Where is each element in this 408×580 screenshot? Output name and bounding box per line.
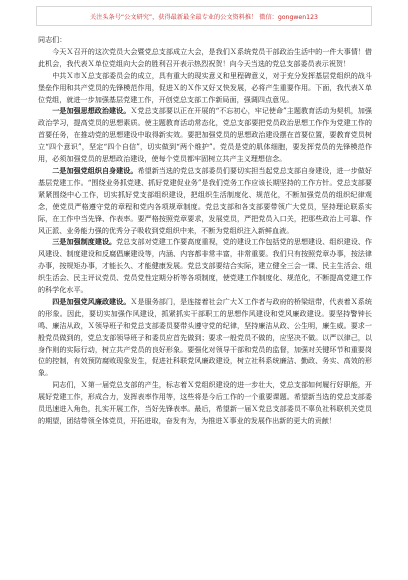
paragraph-closing: 同志们，Ｘ第一届党总支部的产生，标志着Ｘ党组织建设的进一步壮大，党总支部如何履行好职能，开展好党建工作，形成合力，发挥表率作用等，这些将是今后工作的一个重要课题。希望新当选的党总支部委员迅速进入角色，扎实开展工作，当好先锋表率。最后，希望新一届Ｘ党总支部委员不辜负社科联机关党员的期望，团结带领全体党员，开拓进取，奋发有为，为推进Ｘ事业的发展作出新的更大的贡献！ — [38, 380, 372, 425]
paragraph-point-4: 四是加强党风廉政建设。Ｘ是服务部门，是连接着社会广大Ｘ工作者与政府的桥梁纽带，代表着Ｘ系统的形象。因此，要切实加强作风建设，抓紧抓实干部职工的思想作风建设和党风廉政建设。要坚持警钟长鸣、廉洁从政，Ｘ领导班子和党总支部委员要带头遵守党的纪律，坚持廉洁从政、公生明，廉生威。要求一般党员做到的，党总支部领导班子和委员应首先做到；要求一般党员不做的，应坚决不做。以严以律己，以身作则的实际行动，树立共产党员的良好形象。要强化对领导干部和党员的监督，加强对关键环节和重要岗位的控制，有效预防腐败现象发生，促进社科联党风廉政建设，树立社科系统廉洁、勤政、务实、高效的形象。 — [38, 296, 373, 378]
paragraph-opening: 今天Ｘ召开的这次党员大会暨党总支部成立大会，是我们Ｘ系统党员干部政治生活中的一件大事情！借此机会，我代表Ｘ单位党组向大会的胜利召开表示热烈祝贺！向今天当选的党总支部委员表示祝贺！ — [38, 46, 372, 68]
greeting: 同志们： — [38, 35, 67, 44]
point-3-heading: 三是加强制度建设。 — [52, 237, 117, 247]
speech-body — [38, 34, 372, 427]
paragraph-point-1: 一是加强思想政治建设。Ｘ党总支部要以正在开展的“不忘初心，牢记使命”主题教育活动为契机，加强政治学习，提高党员的思想素质。使主题教育活动常态化，党总支部要把党员政治思想工作作为党建工作的首要任务，在推动党的思想建设中取得新实效。要把加强党员的思想政治建设摆在首要位置，要教育党员树立“四个意识”，坚定“四个自信”，切实做到“两个维护”。党员是党的肌体细胞，要发挥党员的先锋模范作用，必须加强党员的思想政治建设，使每个党员都牢固树立共产主义理想信念。 — [38, 106, 372, 164]
point-2-heading: 二是加强党组织自身建设。 — [52, 165, 138, 175]
point-4-heading: 四是加强党风廉政建设。 — [52, 296, 131, 306]
paragraph-point-3: 三是加强制度建设。党总支部对党建工作要高度重视，党的建设工作包括党的思想建设、组织建设、作风建设、制度建设和反腐倡廉建设等，内涵、内容都非常丰富，非常重要。我们只有按照党章办事，按法律办事，按规矩办事，才能长久、才能健康发展。党总支部要结合实际，建立健全三会一课、民主生活会、组织生活会、民主评议党员、党员党性定期分析等各项制度，使党建工作制度化、规范化，不断提高党建工作的科学化水平。 — [38, 237, 373, 295]
promo-banner-text: 关注头条号“公文研究”，获得最新最全最专业的公文资料推！ 微信：gongwen123 — [90, 13, 318, 21]
point-1-heading: 一是加强思想政治建设。 — [52, 106, 131, 116]
promo-banner — [36, 6, 372, 26]
paragraph-point-2: 二是加强党组织自身建设。希望新当选的党总支部委员们要切实担当起党总支部自身建设，进一步做好基层党建工作。“围绕业务抓党建、抓好党建促业务”是我们党务工作应该长期坚持的工作方针。党总支部要紧紧围绕中心工作，切实抓好党支部组织建设，把组织生活制度化、规范化，不断加强党员的组织纪律观念，使党员严格遵守党的章程和党内各项规章制度。党总支部和各支部要带领广大党员，坚持理论联系实际，在工作中当先锋、作表率。要严格按照党章要求，发展党员，严把党员入口关，把那些政治上可靠、作风正派、业务能力强的优秀分子吸收到党组织中来，不断为党组织注入新鲜血液。 — [38, 165, 373, 235]
paragraph-intro: 中共Ｘ市Ｘ总支部委员会的成立，具有重大的现实意义和里程碑意义，对于充分发挥基层党组织的战斗堡垒作用和共产党员的先锋模范作用，促进Ｘ的Ｘ作又好又快发展，必将产生重要作用。下面，我代表Ｘ单位党组，就进一步加强基层党建工作，开创党总支部工作新局面，强调四点意见。 — [38, 70, 372, 104]
